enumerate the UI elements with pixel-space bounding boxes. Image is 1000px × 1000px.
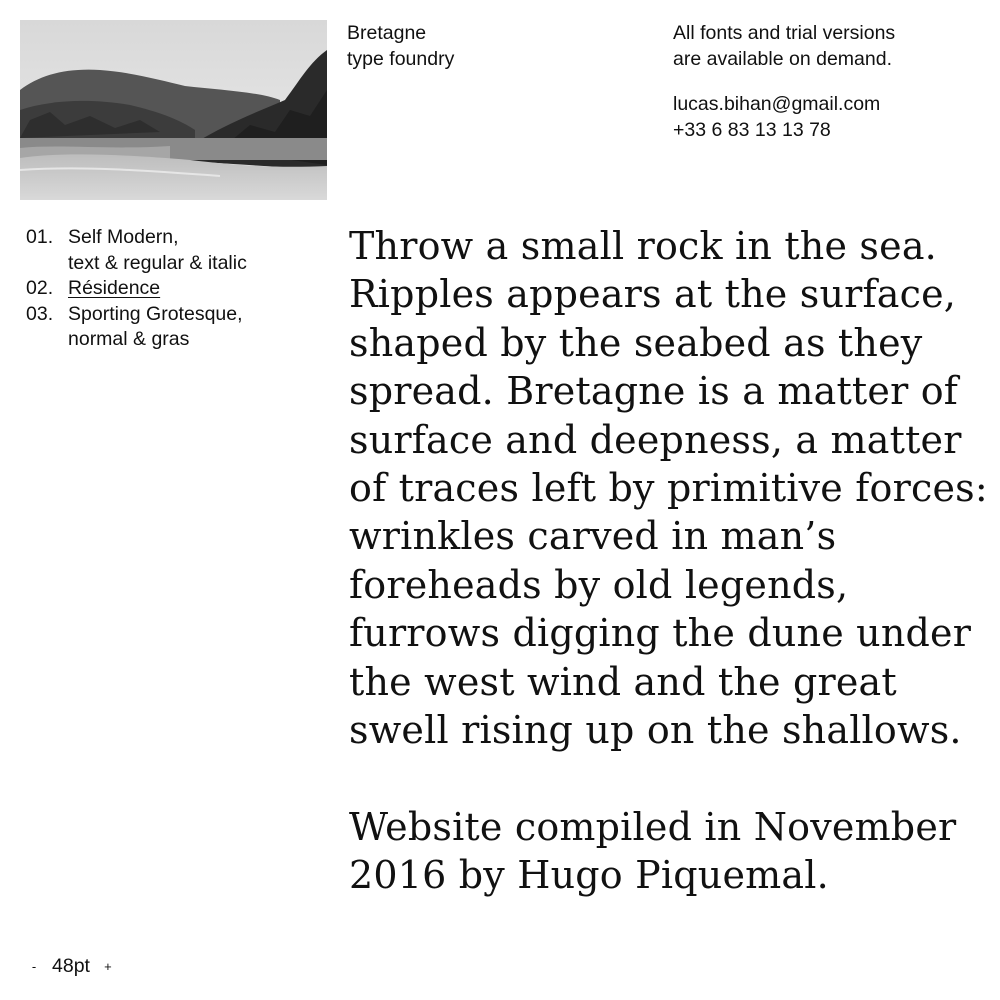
font-item-number: 02. bbox=[26, 277, 54, 299]
font-item-detail: normal & gras bbox=[68, 328, 190, 350]
specimen-credit[interactable]: Website compiled in November 2016 by Hugo Piquemal. bbox=[349, 804, 957, 898]
font-item-number: 01. bbox=[26, 226, 54, 248]
coast-photo bbox=[20, 20, 327, 200]
type-specimen[interactable] bbox=[349, 222, 989, 900]
font-item-meta bbox=[68, 276, 160, 302]
contact-email[interactable]: lucas.bihan@gmail.com bbox=[673, 93, 881, 115]
font-item-number: 03. bbox=[26, 302, 54, 325]
font-list bbox=[26, 225, 326, 353]
specimen-text[interactable]: Throw a small rock in the sea. Ripples appears at the surface, shaped by the seabed as they spread. Bretagne is a matter of surface and deepness, a matter of traces left by primitive forces: wrinkles carved in man’s foreheads by old legends, furrows digging the dune under the west wind and the great swell rising up on the shallows. bbox=[349, 224, 988, 753]
font-item-sporting-grotesque[interactable] bbox=[26, 302, 326, 353]
font-item-detail: text & regular & italic bbox=[68, 251, 247, 274]
font-size-value: 48pt bbox=[52, 955, 90, 977]
foundry-subtitle: type foundry bbox=[347, 47, 455, 70]
decrease-size-button[interactable]: - bbox=[31, 959, 37, 974]
font-item-meta bbox=[68, 225, 247, 276]
font-size-control bbox=[28, 954, 114, 979]
font-item-name[interactable]: Sporting Grotesque, bbox=[68, 302, 243, 325]
font-item-name[interactable]: Résidence bbox=[68, 277, 161, 299]
increase-size-button[interactable]: + bbox=[104, 959, 112, 974]
foundry-block bbox=[347, 21, 454, 72]
contact-phone[interactable]: +33 6 83 13 13 78 bbox=[673, 118, 831, 141]
foundry-name: Bretagne bbox=[347, 22, 427, 44]
contact-block bbox=[673, 21, 895, 143]
coast-photo-image bbox=[20, 20, 327, 200]
contact-info-line-2: are available on demand. bbox=[673, 47, 892, 70]
font-item-self-modern[interactable] bbox=[26, 225, 326, 276]
contact-info-line-1: All fonts and trial versions bbox=[673, 22, 896, 44]
font-item-meta bbox=[68, 302, 243, 353]
font-item-residence[interactable] bbox=[26, 276, 326, 302]
font-item-name[interactable]: Self Modern, bbox=[68, 226, 179, 248]
contact-spacer bbox=[673, 72, 895, 92]
